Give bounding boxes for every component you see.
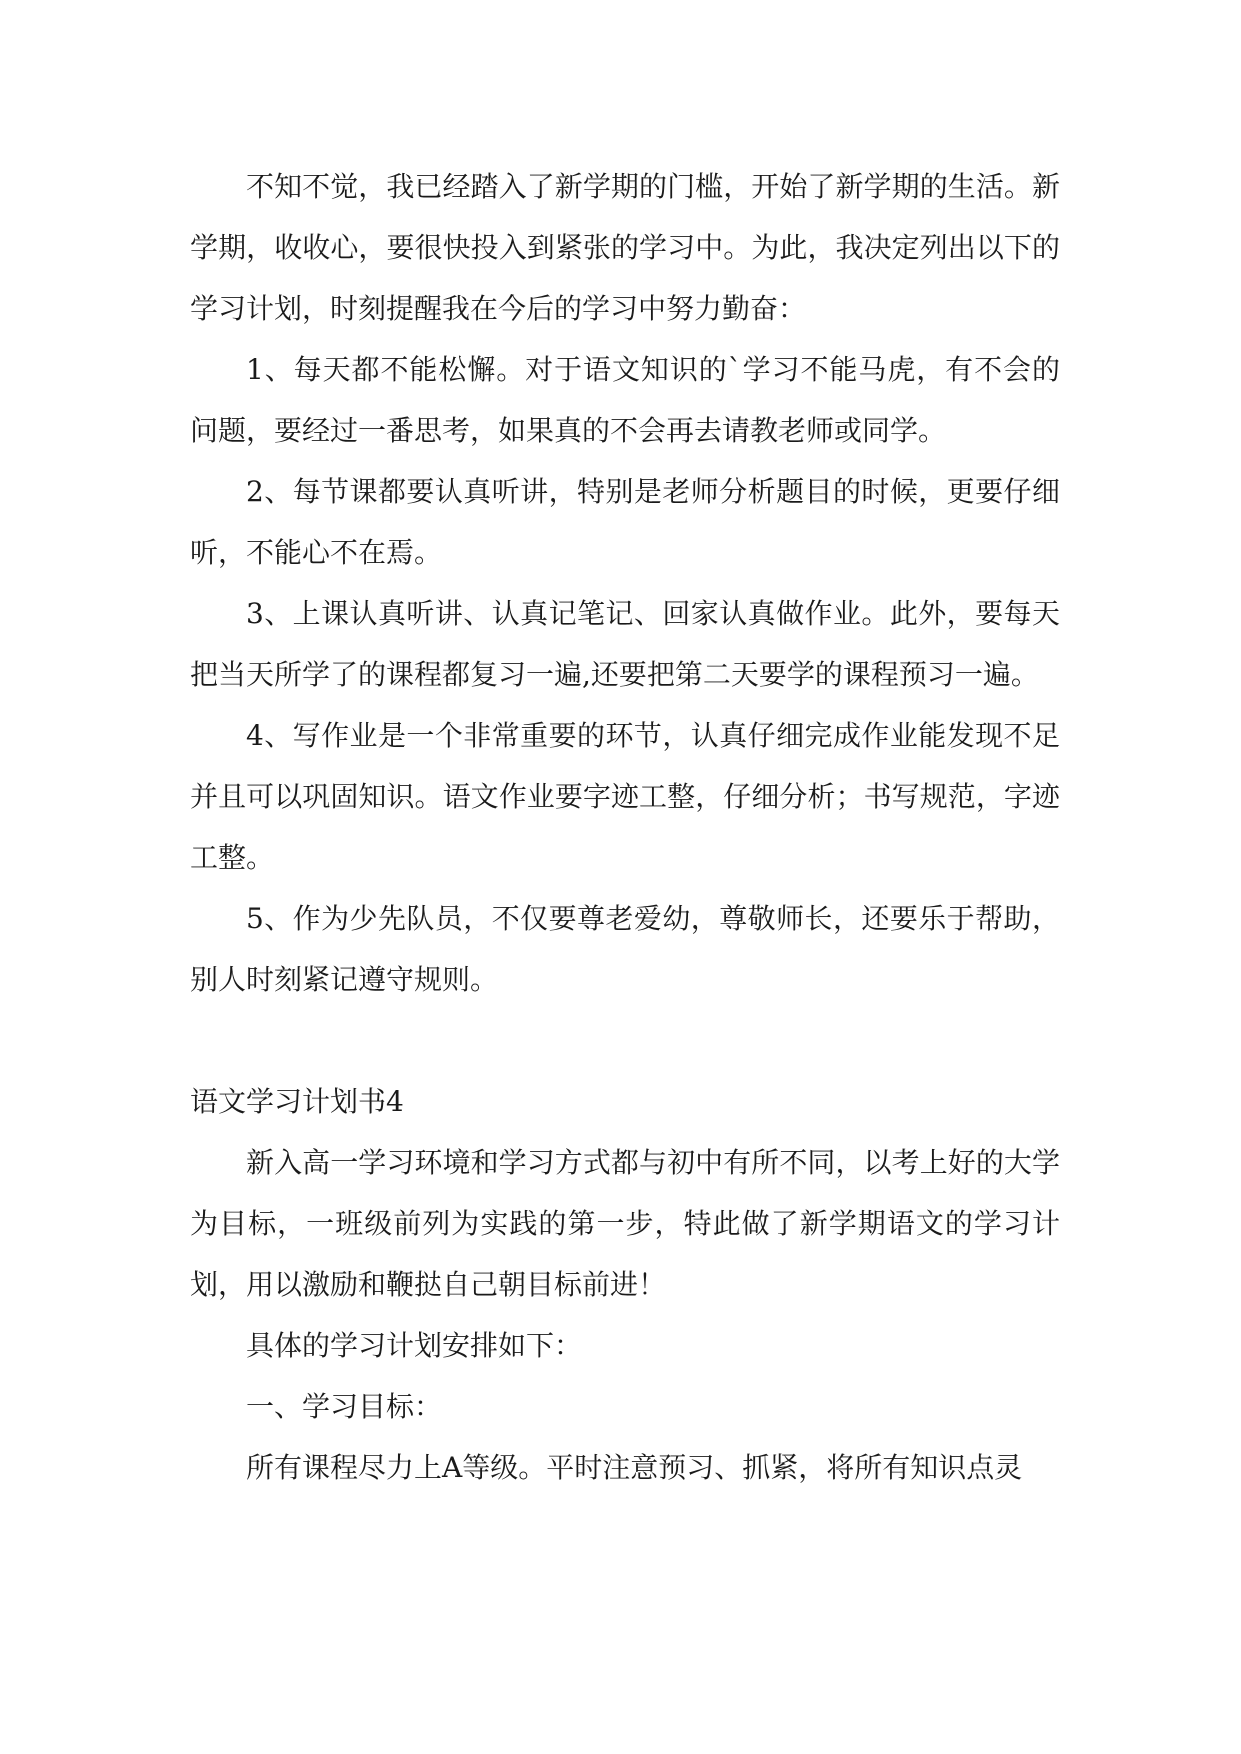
paragraph-item-4: 4、写作业是一个非常重要的环节，认真仔细完成作业能发现不足并且可以巩固知识。语文作业要字迹工整，仔细分析；书写规范，字迹工整。 [190, 719, 1060, 874]
section-spacer [190, 1010, 1060, 1071]
paragraph-plan-lead: 具体的学习计划安排如下： [246, 1329, 583, 1362]
section-title: 语文学习计划书4 [190, 1085, 404, 1118]
paragraph-goal-text: 所有课程尽力上A等级。平时注意预习、抓紧，将所有知识点灵 [246, 1451, 1023, 1484]
paragraph-goal-heading: 一、学习目标： [246, 1390, 443, 1423]
paragraph-intro: 不知不觉，我已经踏入了新学期的门槛，开始了新学期的生活。新学期，收收心，要很快投入到紧张的学习中。为此，我决定列出以下的学习计划，时刻提醒我在今后的学习中努力勤奋： [190, 170, 1060, 325]
paragraph-item-2: 2、每节课都要认真听讲，特别是老师分析题目的时候，更要仔细听，不能心不在焉。 [190, 475, 1060, 569]
document-body [190, 156, 1060, 1498]
paragraph-item-1: 1、每天都不能松懈。对于语文知识的`学习不能马虎，有不会的问题，要经过一番思考，如果真的不会再去请教老师或同学。 [190, 353, 1060, 447]
paragraph-item-5: 5、作为少先队员，不仅要尊老爱幼，尊敬师长，还要乐于帮助，别人时刻紧记遵守规则。 [190, 902, 1060, 996]
paragraph-section-intro: 新入高一学习环境和学习方式都与初中有所不同，以考上好的大学为目标，一班级前列为实践的第一步，特此做了新学期语文的学习计划，用以激励和鞭挞自己朝目标前进！ [190, 1146, 1060, 1301]
paragraph-item-3: 3、上课认真听讲、认真记笔记、回家认真做作业。此外，要每天把当天所学了的课程都复习一遍,还要把第二天要学的课程预习一遍。 [190, 597, 1060, 691]
